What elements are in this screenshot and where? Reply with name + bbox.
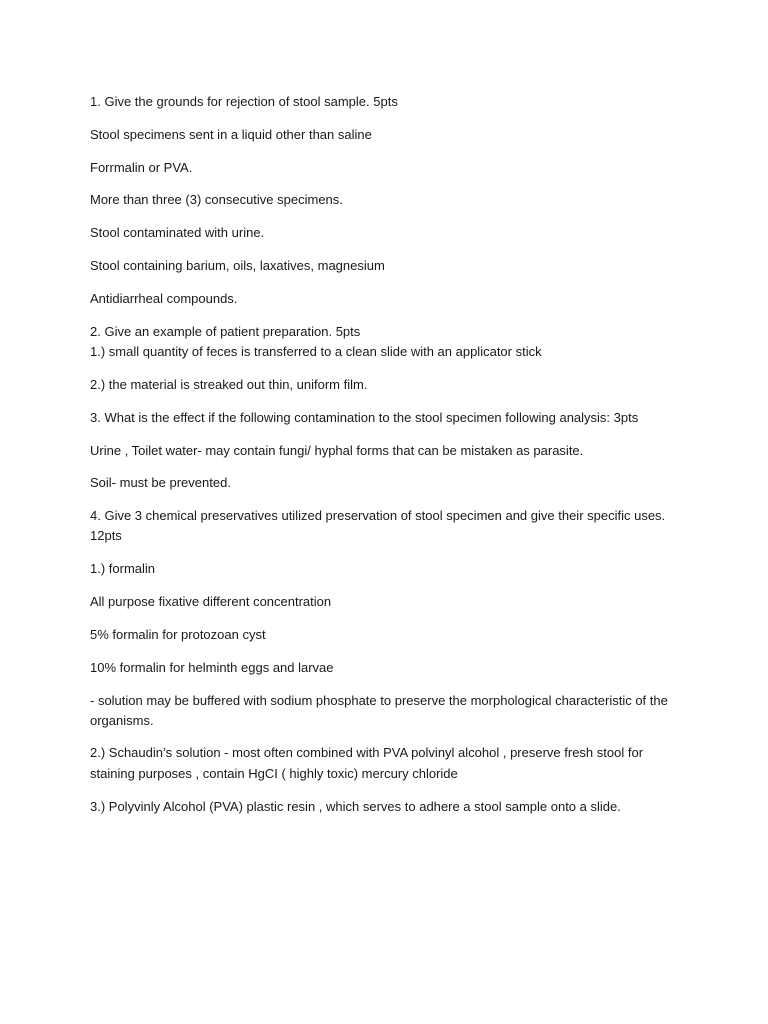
- rejection-ground-line: Antidiarrheal compounds.: [90, 291, 238, 306]
- preservative-2-line: staining purposes , contain HgCI ( highly toxic) mercury chloride: [90, 766, 458, 781]
- preservative-detail: organisms.: [90, 713, 154, 728]
- question-4-heading: 4. Give 3 chemical preservatives utilized preservation of stool specimen and give their specific uses.: [90, 508, 666, 523]
- patient-prep-step: 1.) small quantity of feces is transferred to a clean slide with an applicator stick: [90, 344, 542, 359]
- question-1-heading: 1. Give the grounds for rejection of stool sample. 5pts: [90, 94, 398, 109]
- rejection-ground-line: Stool contaminated with urine.: [90, 225, 265, 240]
- preservative-3-line: 3.) Polyvinly Alcohol (PVA) plastic resin , which serves to adhere a stool sample onto a slide.: [90, 799, 621, 814]
- preservative-detail: All purpose fixative different concentration: [90, 594, 332, 609]
- rejection-ground-line: Stool specimens sent in a liquid other than saline: [90, 127, 372, 142]
- preservative-2-line: 2.) Schaudin’s solution - most often combined with PVA polvinyl alcohol , preserve fresh stool for: [90, 745, 644, 760]
- patient-prep-step: 2.) the material is streaked out thin, uniform film.: [90, 377, 368, 392]
- preservative-1-title: 1.) formalin: [90, 561, 156, 576]
- question-3-heading: 3. What is the effect if the following contamination to the stool specimen following analysis: 3pts: [90, 410, 639, 425]
- preservative-detail: 5% formalin for protozoan cyst: [90, 627, 266, 642]
- question-4-points: 12pts: [90, 528, 122, 543]
- rejection-ground-line: More than three (3) consecutive specimens.: [90, 192, 343, 207]
- question-2-heading: 2. Give an example of patient preparation. 5pts: [90, 324, 361, 339]
- preservative-detail: - solution may be buffered with sodium phosphate to preserve the morphological characteristic of the: [90, 693, 668, 708]
- preservative-detail: 10% formalin for helminth eggs and larvae: [90, 660, 334, 675]
- rejection-ground-line: Stool containing barium, oils, laxatives, magnesium: [90, 258, 385, 273]
- contamination-effect-line: Soil- must be prevented.: [90, 475, 231, 490]
- rejection-ground-line: Forrmalin or PVA.: [90, 160, 193, 175]
- contamination-effect-line: Urine , Toilet water- may contain fungi/ hyphal forms that can be mistaken as parasite.: [90, 443, 584, 458]
